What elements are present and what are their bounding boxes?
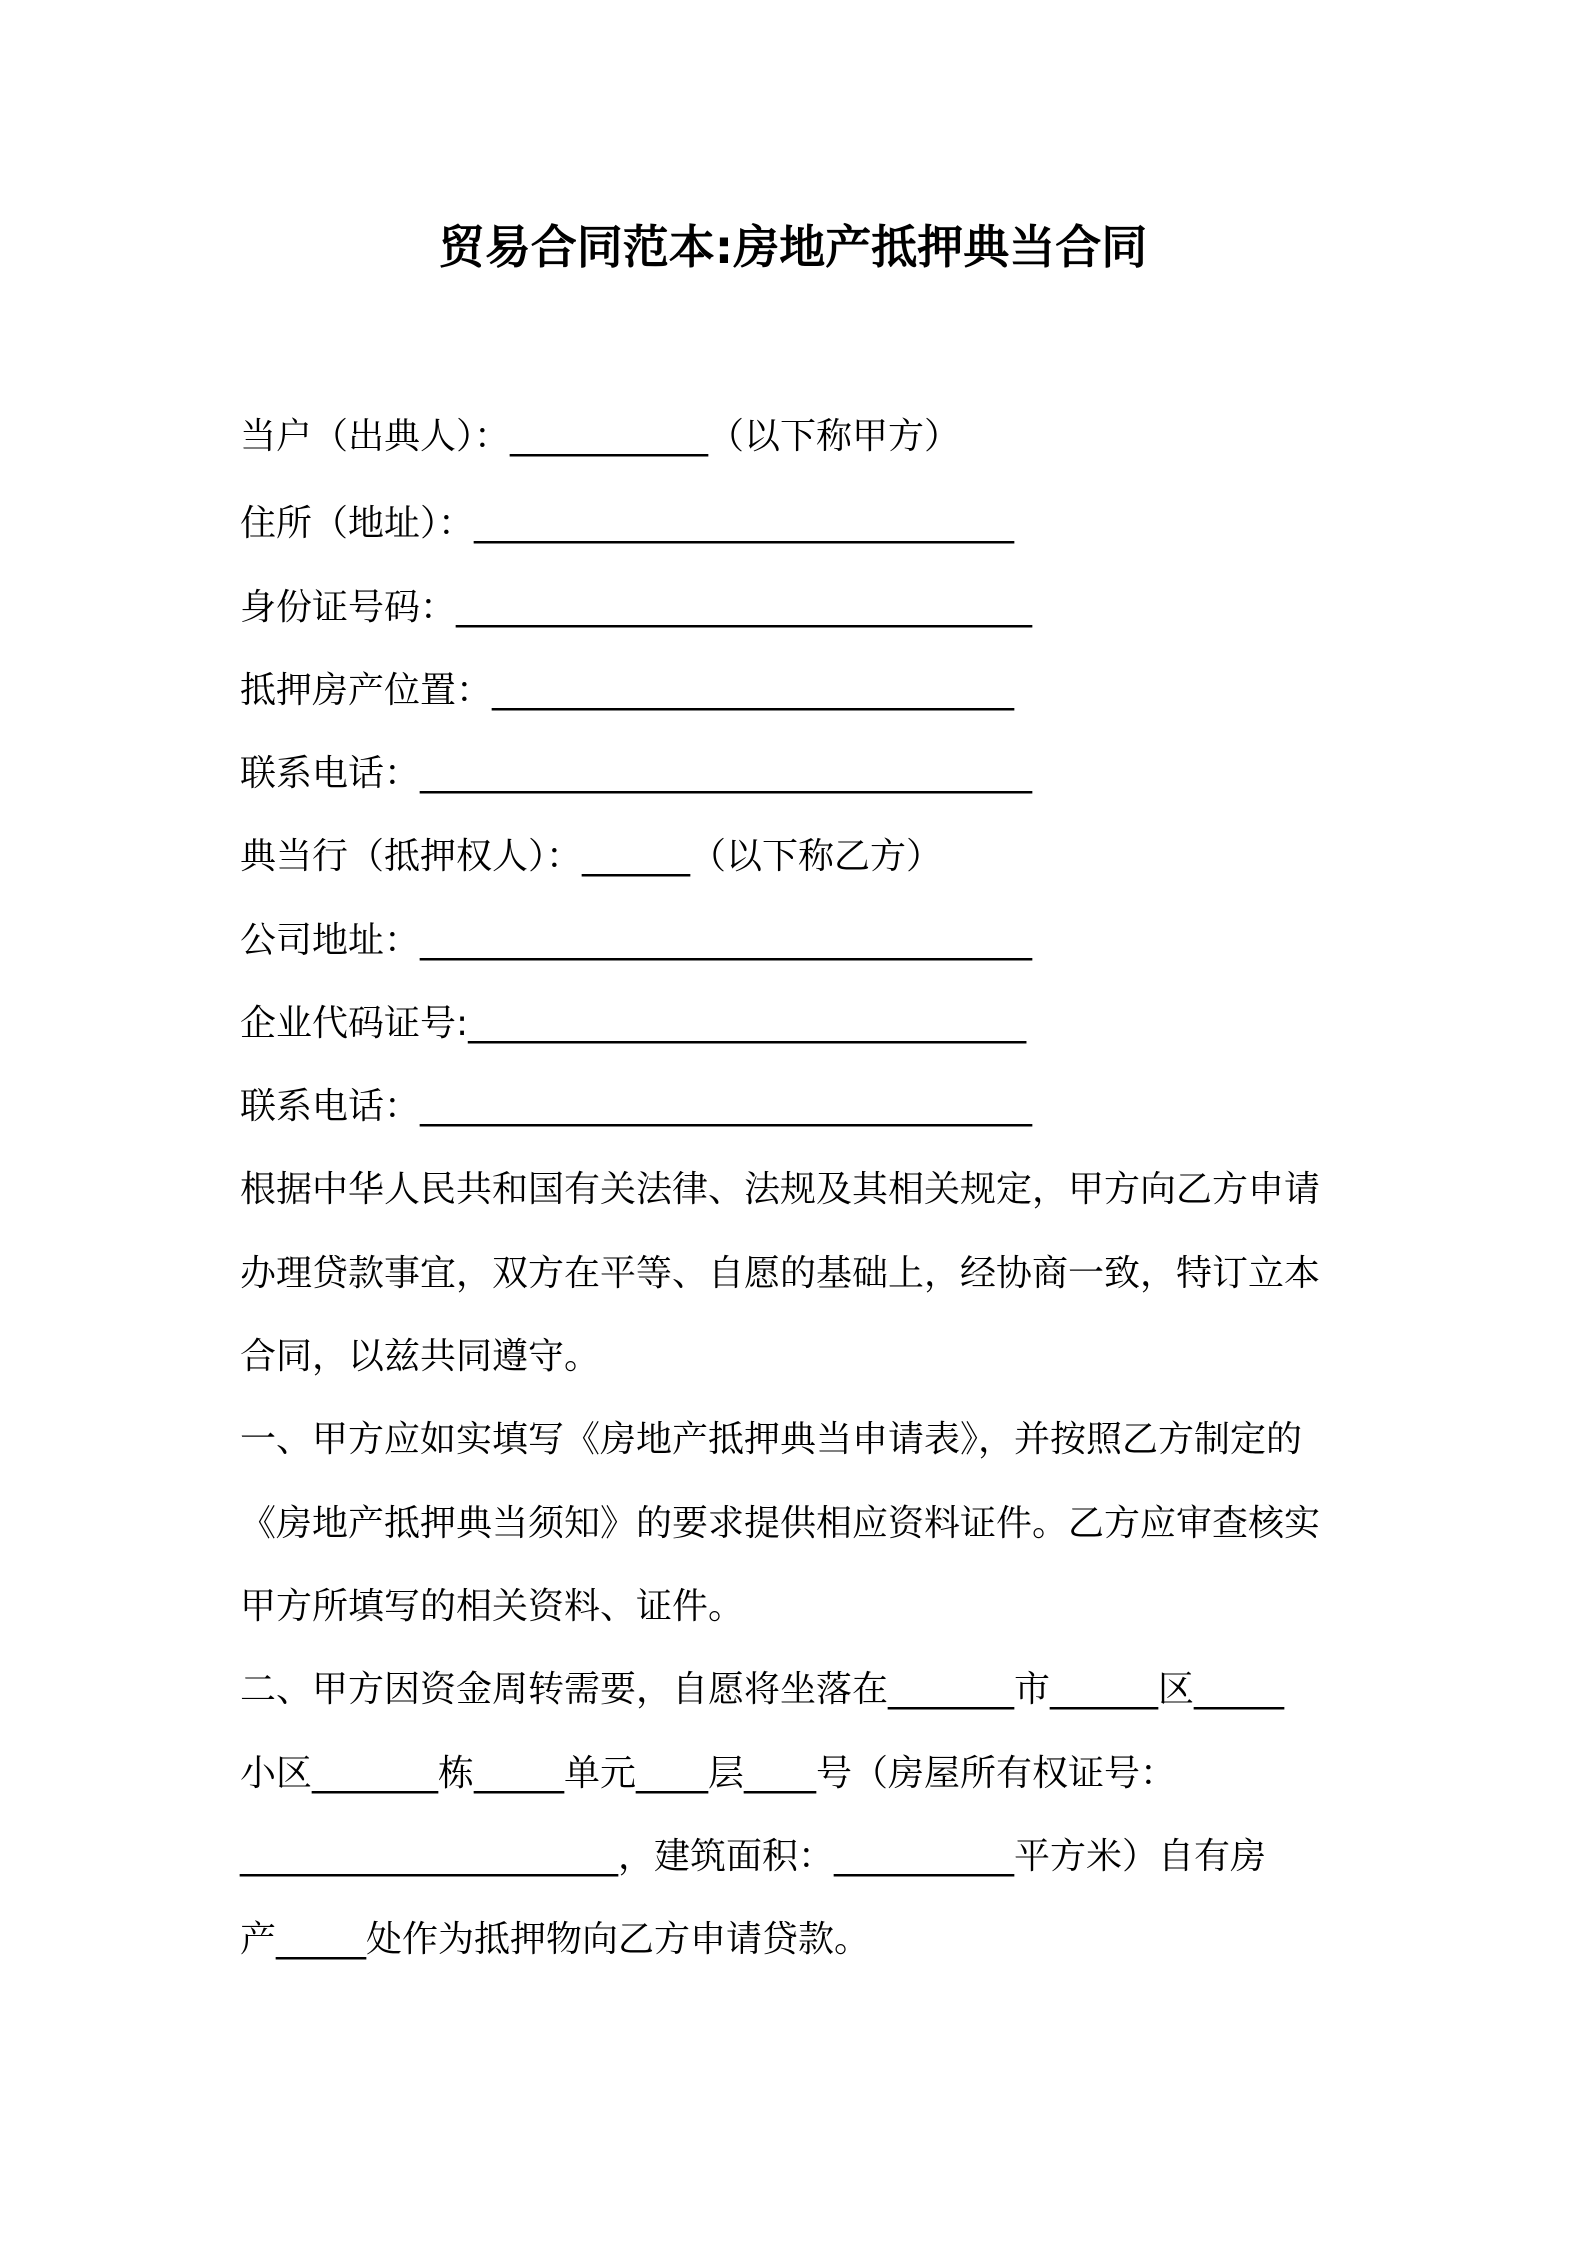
preamble-line-3: 合同，以兹共同遵守。 [240, 1336, 601, 1377]
clause-1-line-3: 甲方所填写的相关资料、证件。 [240, 1586, 745, 1627]
pawner-line: 当户（出典人）：___________（以下称甲方） [240, 416, 961, 457]
pawnshop-line: 典当行（抵押权人）：______（以下称乙方） [240, 836, 943, 877]
phone-line-a: 联系电话：__________________________________ [240, 753, 1033, 794]
address-line: 住所（地址）：______________________________ [240, 503, 1015, 544]
id-number-line: 身份证号码：________________________________ [240, 587, 1033, 628]
company-address-line: 公司地址：__________________________________ [240, 920, 1033, 961]
enterprise-code-line: 企业代码证号:_______________________________ [240, 1003, 1027, 1044]
clause-2-line-4: 产_____处作为抵押物向乙方申请贷款。 [240, 1919, 871, 1960]
document-title: 贸易合同范本:房地产抵押典当合同 [438, 220, 1148, 274]
preamble-line-2: 办理贷款事宜，双方在平等、自愿的基础上，经协商一致，特订立本 [240, 1253, 1321, 1294]
clause-1-line-1: 一、甲方应如实填写《房地产抵押典当申请表》，并按照乙方制定的 [240, 1419, 1303, 1460]
property-location-line: 抵押房产位置：_____________________________ [240, 670, 1015, 711]
clause-2-line-1: 二、甲方因资金周转需要，自愿将坐落在_______市______区_____ [240, 1669, 1285, 1710]
phone-line-b: 联系电话：__________________________________ [240, 1086, 1033, 1127]
preamble-line-1: 根据中华人民共和国有关法律、法规及其相关规定，甲方向乙方申请 [240, 1169, 1321, 1210]
clause-1-line-2: 《房地产抵押典当须知》的要求提供相应资料证件。乙方应审查核实 [240, 1503, 1321, 1544]
clause-2-line-2: 小区_______栋_____单元____层____号（房屋所有权证号： [240, 1753, 1177, 1794]
clause-2-line-3: _____________________，建筑面积：__________平方米）自有房 [240, 1836, 1267, 1877]
